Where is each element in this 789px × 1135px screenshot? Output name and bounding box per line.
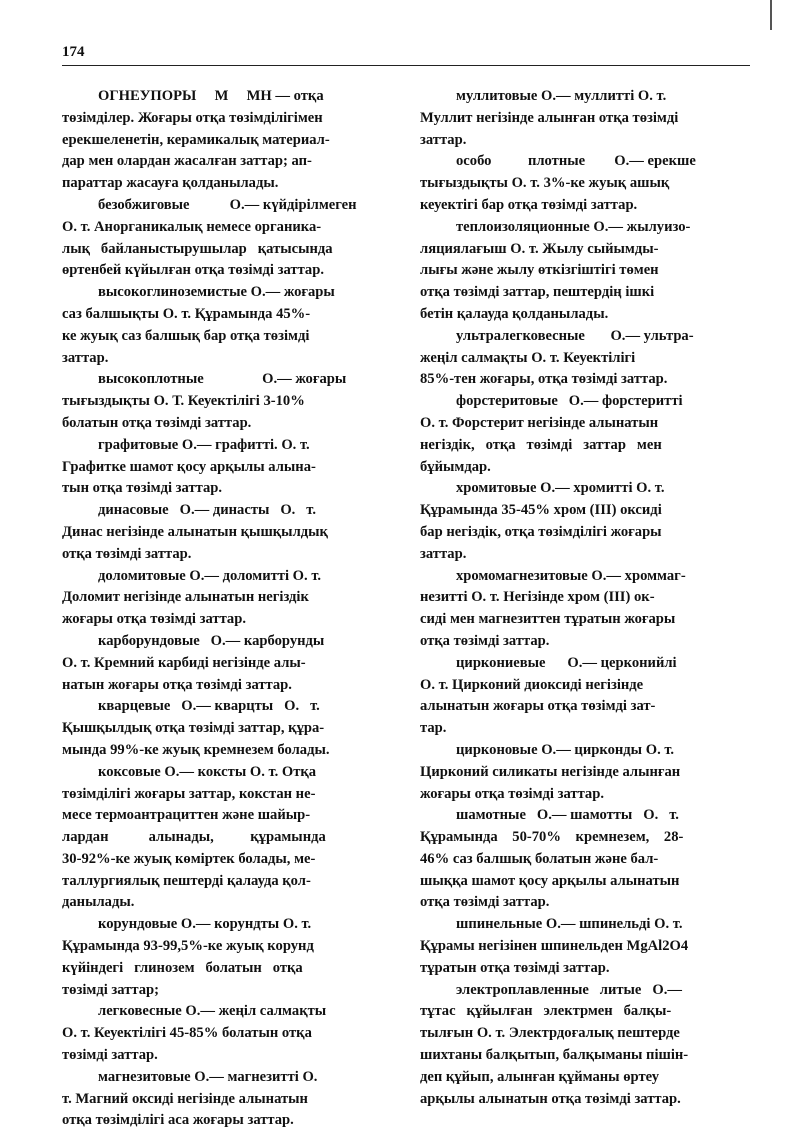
page-number: 174 <box>62 44 85 60</box>
entry-line: 46% саз балшық болатын және бал- <box>420 850 659 867</box>
entry-line: жеңіл салмақты О. т. Кеуектілігі <box>420 349 636 366</box>
entry-line: ляциялағыш О. т. Жылу сыйымды- <box>420 240 659 257</box>
entry-line: параттар жасауға қолданылады. <box>62 175 279 192</box>
entry-line: тылғын О. т. Электрдоғалық пештерде <box>420 1025 680 1042</box>
entry-line: шыққа шамот қосу арқылы алынатын <box>420 872 680 889</box>
entry-line: отқа төзімді заттар, пештердің ішкі <box>420 284 655 301</box>
entry-line: тығыздықты О. т. 3%-ке жуық ашық <box>420 175 670 192</box>
entry-line: О. т. Кеуектілігі 45-85% болатын отқа <box>62 1025 312 1042</box>
entry-line: ультралегковесные О.— ультра- <box>456 327 694 344</box>
entry-line: Қышқылдық отқа төзімді заттар, құра- <box>62 720 325 737</box>
entry-line: заттар. <box>420 131 467 148</box>
dictionary-entry <box>420 805 750 914</box>
entry-line: 85%-тен жоғары, отқа төзімді заттар. <box>420 371 668 388</box>
entry-line: мында 99%-ке жуық кремнезем болады. <box>62 741 330 758</box>
entry-line: Муллит негізінде алынған отқа төзімді <box>420 109 679 126</box>
entry-line: О. т. Кремний карбиді негізінде алы- <box>62 654 306 671</box>
entry-line: высокоплотные О.— жоғары <box>98 371 347 388</box>
entry-line: саз балшықты О. т. Құрамында 45%- <box>62 305 311 322</box>
entry-line: Құрамында 50-70% кремнезем, 28- <box>420 829 684 846</box>
entry-line: Графитке шамот қосу арқылы алына- <box>62 458 316 475</box>
entry-line: О. т. Цирконий диоксиді негізінде <box>420 676 644 693</box>
entry-line: Құрамында 93-99,5%-ке жуық корунд <box>62 938 314 955</box>
entry-line: тығыздықты О. Т. Кеуектілігі 3-10% <box>62 393 305 410</box>
entry-line: кеуектігі бар отқа төзімді заттар. <box>420 196 638 213</box>
entry-line: магнезитовые О.— магнезитті О. <box>98 1068 318 1085</box>
entry-line: негіздік, отқа төзімді заттар мен <box>420 436 662 453</box>
entry-line: графитовые О.— графитті. О. т. <box>98 436 310 453</box>
entry-line: төзімділер. Жоғары отқа төзімділігімен <box>62 109 323 126</box>
dictionary-entry <box>420 653 750 740</box>
entry-line: заттар. <box>62 349 109 366</box>
entry-line: Динас негізінде алынатын қышқылдық <box>62 523 328 540</box>
right-column <box>420 86 750 1110</box>
entry-line: Құрамы негізінен шпинельден MgAl2O4 <box>420 938 689 955</box>
dictionary-entry <box>62 282 392 369</box>
entry-line: месе термоантрациттен және шайыр- <box>62 807 311 824</box>
dictionary-entry <box>62 631 392 696</box>
entry-line: электроплавленные литые О.— <box>456 981 682 998</box>
dictionary-entry <box>62 914 392 1001</box>
entry-line: хромомагнезитовые О.— хроммаг- <box>456 567 686 584</box>
entry-line: жоғары отқа төзімді заттар. <box>420 785 604 802</box>
entry-line: Цирконий силикаты негізінде алынған <box>420 763 681 780</box>
entry-line: т. Магний оксиді негізінде алынатын <box>62 1090 308 1107</box>
entry-line: данылады. <box>62 894 135 911</box>
entry-line: отқа төзімділігі аса жоғары заттар. <box>62 1112 294 1129</box>
entry-line: легковесные О.— жеңіл салмақты <box>98 1003 327 1020</box>
entry-line: төзімділігі жоғары заттар, кокстан не- <box>62 785 316 802</box>
entry-line: натын жоғары отқа төзімді заттар. <box>62 676 292 693</box>
dictionary-entry <box>420 478 750 565</box>
entry-line: жоғары отқа төзімді заттар. <box>62 611 246 628</box>
entry-line: ке жуық саз балшық бар отқа төзімді <box>62 327 310 344</box>
dictionary-entry <box>420 566 750 653</box>
entry-line: лығы және жылу өткізгіштігі төмен <box>420 262 659 279</box>
entry-line: особо плотные О.— ерекше <box>456 153 696 170</box>
entry-line: хромитовые О.— хромитті О. т. <box>456 480 665 497</box>
entry-line: лардан алынады, құрамында <box>62 829 326 846</box>
entry-line: кварцевые О.— кварцты О. т. <box>98 698 320 715</box>
entry-line: лық байланыстырушылар қатысында <box>62 240 333 257</box>
dictionary-entry <box>420 86 750 151</box>
entry-line: шихтаны балқытып, балқыманы пішін- <box>420 1047 689 1064</box>
dictionary-entry <box>62 1001 392 1066</box>
entry-line: высокоглиноземистые О.— жоғары <box>98 284 335 301</box>
entry-line: тын отқа төзімді заттар. <box>62 480 223 497</box>
entry-line: форстеритовые О.— форстеритті <box>456 393 683 410</box>
entry-line: коксовые О.— коксты О. т. Отқа <box>98 763 317 780</box>
dictionary-entry <box>420 740 750 805</box>
dictionary-entry <box>62 1067 392 1132</box>
dictionary-entry <box>62 435 392 500</box>
dictionary-entry <box>420 391 750 478</box>
entry-line: дар мен олардан жасалған заттар; ап- <box>62 153 312 170</box>
entry-line: динасовые О.— династы О. т. <box>98 502 316 519</box>
entry-line: бұйымдар. <box>420 458 491 475</box>
entry-line: безобжиговые О.— күйдірілмеген <box>98 196 357 213</box>
entry-line: төзімді заттар. <box>62 1047 158 1064</box>
entry-line: тар. <box>420 720 447 737</box>
entry-line: сиді мен магнезиттен тұратын жоғары <box>420 611 676 628</box>
left-column <box>62 86 392 1132</box>
entry-line: Доломит негізінде алынатын негіздік <box>62 589 309 606</box>
dictionary-entry <box>420 217 750 326</box>
entry-line: отқа төзімді заттар. <box>420 894 550 911</box>
entry-line: 30-92%-ке жуық көміртек болады, ме- <box>62 850 316 867</box>
entry-line: төзімді заттар; <box>62 981 159 998</box>
entry-line: заттар. <box>420 545 467 562</box>
dictionary-entry <box>420 980 750 1111</box>
entry-line: бар негіздік, отқа төзімділігі жоғары <box>420 523 662 540</box>
entry-line: циркониевые О.— церконийлі <box>456 654 677 671</box>
dictionary-entry <box>62 500 392 565</box>
entry-line: күйіндегі глинозем болатын отқа <box>62 959 303 976</box>
dictionary-entry <box>62 762 392 915</box>
entry-line: тұтас құйылған электрмен балқы- <box>420 1003 672 1020</box>
dictionary-entry <box>420 326 750 391</box>
entry-line: деп құйып, алынған құйманы өртеу <box>420 1068 660 1085</box>
dictionary-entry <box>62 86 392 195</box>
entry-line: ОГНЕУПОРЫ М МН — отқа <box>98 88 324 104</box>
dictionary-entry <box>62 566 392 631</box>
entry-line: отқа төзімді заттар. <box>420 632 550 649</box>
entry-line: тұратын отқа төзімді заттар. <box>420 959 610 976</box>
entry-line: болатын отқа төзімді заттар. <box>62 414 252 431</box>
entry-line: цирконовые О.— цирконды О. т. <box>456 741 675 758</box>
entry-line: муллитовые О.— муллитті О. т. <box>456 88 667 104</box>
entry-line: незитті О. т. Негізінде хром (III) ок- <box>420 589 655 606</box>
entry-line: карборундовые О.— карборунды <box>98 632 325 649</box>
entry-line: арқылы алынатын отқа төзімді заттар. <box>420 1090 681 1107</box>
dictionary-entry <box>420 151 750 216</box>
entry-line: отқа төзімді заттар. <box>62 545 192 562</box>
entry-line: алынатын жоғары отқа төзімді зат- <box>420 698 656 715</box>
entry-line: Құрамында 35-45% хром (III) оксиді <box>420 502 662 519</box>
entry-line: теплоизоляционные О.— жылуизо- <box>456 218 691 235</box>
entry-line: ерекшеленетін, керамикалық материал- <box>62 131 330 148</box>
scan-edge-mark <box>770 0 772 30</box>
dictionary-entry <box>62 369 392 434</box>
entry-line: О. т. Анорганикалық немесе органика- <box>62 218 322 235</box>
entry-line: доломитовые О.— доломитті О. т. <box>98 567 322 584</box>
dictionary-entry <box>420 914 750 979</box>
dictionary-entry <box>62 696 392 761</box>
entry-line: өртенбей күйылған отқа төзімді заттар. <box>62 262 324 279</box>
entry-line: бетін қалауда қолданылады. <box>420 305 609 322</box>
entry-line: таллургиялық пештерді қалауда қол- <box>62 872 311 889</box>
header-rule <box>62 65 750 66</box>
entry-line: шамотные О.— шамотты О. т. <box>456 807 679 824</box>
entry-line: О. т. Форстерит негізінде алынатын <box>420 414 659 431</box>
entry-line: корундовые О.— корундты О. т. <box>98 916 312 933</box>
dictionary-entry <box>62 195 392 282</box>
entry-line: шпинельные О.— шпинельді О. т. <box>456 916 683 933</box>
